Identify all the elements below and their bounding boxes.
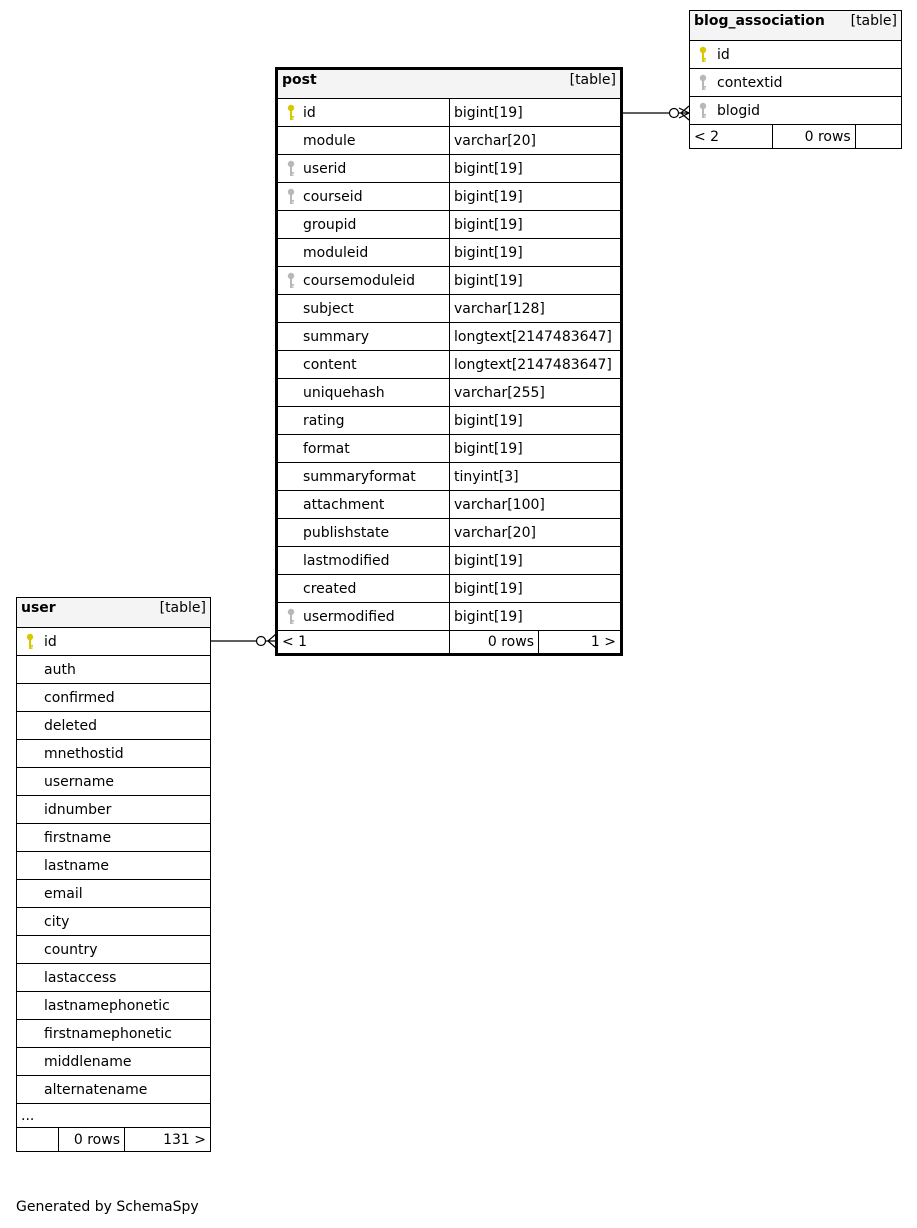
- column-type: longtext[2147483647]: [450, 323, 622, 351]
- column-row: [277, 491, 622, 519]
- column-name: lastmodified: [303, 552, 390, 569]
- column-name: content: [303, 356, 357, 373]
- foreign-key-icon: [694, 74, 712, 92]
- column-type: bigint[19]: [450, 575, 622, 603]
- column-row: [17, 656, 211, 684]
- column-row: [17, 824, 211, 852]
- column-type: bigint[19]: [450, 239, 622, 267]
- column-row: [17, 740, 211, 768]
- column-name: created: [303, 580, 357, 597]
- column-name: country: [44, 941, 98, 958]
- column-row: [277, 295, 622, 323]
- post-table: [275, 67, 623, 656]
- column-row: [17, 796, 211, 824]
- table-name: user: [21, 600, 56, 616]
- column-cell[interactable]: [17, 992, 211, 1020]
- column-name: uniquehash: [303, 384, 385, 401]
- column-type: tinyint[3]: [450, 463, 622, 491]
- column-name: moduleid: [303, 244, 369, 261]
- column-cell[interactable]: [277, 295, 450, 323]
- column-name: coursemoduleid: [303, 272, 416, 289]
- column-cell[interactable]: [277, 99, 450, 127]
- primary-key-icon: [21, 633, 39, 651]
- column-cell[interactable]: [17, 684, 211, 712]
- table-name: blog_association: [694, 13, 825, 29]
- primary-key-icon: [282, 104, 300, 122]
- column-type: bigint[19]: [450, 183, 622, 211]
- table-name: post: [282, 72, 317, 88]
- column-cell[interactable]: [277, 491, 450, 519]
- column-cell[interactable]: [17, 1076, 211, 1104]
- foreign-key-icon: [282, 608, 300, 626]
- column-name: courseid: [303, 188, 363, 205]
- column-cell[interactable]: [277, 127, 450, 155]
- column-name: lastnamephonetic: [44, 997, 170, 1014]
- column-row: [690, 97, 902, 125]
- column-name: groupid: [303, 216, 357, 233]
- column-row: [17, 908, 211, 936]
- foreign-key-icon: [282, 188, 300, 206]
- column-row: [17, 712, 211, 740]
- column-name: confirmed: [44, 689, 115, 706]
- column-cell[interactable]: [17, 628, 211, 656]
- blog-association-header[interactable]: [690, 11, 902, 41]
- column-row: [17, 684, 211, 712]
- column-name: publishstate: [303, 524, 390, 541]
- column-type: bigint[19]: [450, 155, 622, 183]
- column-name: lastaccess: [44, 969, 117, 986]
- column-type: bigint[19]: [450, 435, 622, 463]
- column-type: longtext[2147483647]: [450, 351, 622, 379]
- column-row: [17, 1076, 211, 1104]
- column-row: [277, 379, 622, 407]
- children-link: [855, 125, 901, 149]
- column-type: varchar[128]: [450, 295, 622, 323]
- column-cell[interactable]: [277, 435, 450, 463]
- column-type: bigint[19]: [450, 407, 622, 435]
- column-row: [277, 183, 622, 211]
- row-count: 0 rows: [450, 631, 539, 655]
- primary-key-icon: [694, 46, 712, 64]
- column-name: summaryformat: [303, 468, 416, 485]
- foreign-key-icon: [694, 102, 712, 120]
- generated-by-footer: Generated by SchemaSpy: [16, 1199, 199, 1215]
- column-type: varchar[20]: [450, 127, 622, 155]
- column-name: auth: [44, 661, 76, 678]
- column-cell[interactable]: [277, 351, 450, 379]
- column-row: [17, 1020, 211, 1048]
- column-cell[interactable]: [277, 267, 450, 295]
- row-count: 0 rows: [59, 1128, 125, 1152]
- column-row: [277, 155, 622, 183]
- column-cell[interactable]: [277, 547, 450, 575]
- column-name: id: [44, 633, 57, 650]
- column-name: userid: [303, 160, 347, 177]
- column-row: [17, 992, 211, 1020]
- column-name: attachment: [303, 496, 385, 513]
- column-name: blogid: [717, 102, 761, 119]
- column-cell[interactable]: [17, 824, 211, 852]
- column-cell[interactable]: [277, 603, 450, 631]
- column-row: [690, 41, 902, 69]
- column-type: varchar[255]: [450, 379, 622, 407]
- table-tag: [table]: [850, 13, 897, 29]
- column-name: alternatename: [44, 1081, 148, 1098]
- column-cell[interactable]: [17, 1048, 211, 1076]
- row-count: 0 rows: [772, 125, 855, 149]
- column-name: deleted: [44, 717, 97, 734]
- column-row: [277, 463, 622, 491]
- column-name: idnumber: [44, 801, 112, 818]
- foreign-key-icon: [282, 160, 300, 178]
- foreign-key-icon: [282, 272, 300, 290]
- user-table: [16, 597, 211, 1152]
- column-cell[interactable]: [17, 908, 211, 936]
- column-name: username: [44, 773, 114, 790]
- parents-link[interactable]: < 1: [277, 631, 450, 655]
- column-name: summary: [303, 328, 370, 345]
- column-name: subject: [303, 300, 354, 317]
- column-row: [17, 768, 211, 796]
- column-row: [277, 519, 622, 547]
- column-name: rating: [303, 412, 345, 429]
- parents-link[interactable]: < 2: [690, 125, 773, 149]
- column-cell[interactable]: [277, 211, 450, 239]
- column-name: module: [303, 132, 356, 149]
- column-cell[interactable]: [17, 936, 211, 964]
- column-name: city: [44, 913, 70, 930]
- column-cell[interactable]: [17, 796, 211, 824]
- column-row: [277, 239, 622, 267]
- column-row: [277, 323, 622, 351]
- column-row: [17, 964, 211, 992]
- column-row: [277, 267, 622, 295]
- column-name: firstnamephonetic: [44, 1025, 172, 1042]
- column-cell[interactable]: [277, 155, 450, 183]
- column-cell[interactable]: [277, 379, 450, 407]
- column-row: [277, 351, 622, 379]
- column-row: [17, 936, 211, 964]
- more-columns-ellipsis: ...: [17, 1104, 211, 1128]
- column-type: varchar[20]: [450, 519, 622, 547]
- parents-link: [17, 1128, 59, 1152]
- column-row: [690, 69, 902, 97]
- edge-user-to-post: [211, 634, 276, 648]
- column-cell[interactable]: [277, 183, 450, 211]
- column-cell[interactable]: [277, 323, 450, 351]
- column-cell[interactable]: [277, 519, 450, 547]
- column-cell[interactable]: [277, 575, 450, 603]
- column-cell[interactable]: [17, 656, 211, 684]
- column-type: bigint[19]: [450, 547, 622, 575]
- column-cell[interactable]: [277, 239, 450, 267]
- column-name: contextid: [717, 74, 783, 91]
- children-link[interactable]: 131 >: [125, 1128, 211, 1152]
- column-name: lastname: [44, 857, 109, 874]
- column-name: usermodified: [303, 608, 395, 625]
- edge-post-to-blog-association: [623, 106, 689, 120]
- column-row: [17, 852, 211, 880]
- post-header[interactable]: [277, 69, 622, 99]
- column-cell[interactable]: [690, 69, 902, 97]
- column-row: [17, 628, 211, 656]
- column-type: bigint[19]: [450, 603, 622, 631]
- column-cell[interactable]: [17, 964, 211, 992]
- column-cell[interactable]: [17, 768, 211, 796]
- column-cell[interactable]: [277, 463, 450, 491]
- column-cell[interactable]: [17, 740, 211, 768]
- column-row: [277, 547, 622, 575]
- table-tag: [table]: [569, 72, 616, 88]
- column-cell[interactable]: [690, 97, 902, 125]
- column-cell[interactable]: [277, 407, 450, 435]
- column-row: [277, 99, 622, 127]
- column-name: id: [303, 104, 316, 121]
- column-name: mnethostid: [44, 745, 124, 762]
- table-tag: [table]: [159, 600, 206, 616]
- column-row: [17, 880, 211, 908]
- column-type: bigint[19]: [450, 267, 622, 295]
- column-cell[interactable]: [690, 41, 902, 69]
- column-name: email: [44, 885, 83, 902]
- user-header[interactable]: [17, 598, 211, 628]
- column-name: firstname: [44, 829, 112, 846]
- column-cell[interactable]: [17, 880, 211, 908]
- column-cell[interactable]: [17, 852, 211, 880]
- column-row: [277, 603, 622, 631]
- column-type: bigint[19]: [450, 211, 622, 239]
- blog-association-table: [689, 10, 902, 149]
- column-name: middlename: [44, 1053, 132, 1070]
- column-name: id: [717, 46, 730, 63]
- column-row: [277, 127, 622, 155]
- column-type: bigint[19]: [450, 99, 622, 127]
- column-row: [277, 575, 622, 603]
- column-cell[interactable]: [17, 712, 211, 740]
- column-row: [17, 1048, 211, 1076]
- column-name: format: [303, 440, 350, 457]
- column-row: [277, 211, 622, 239]
- column-row: [277, 407, 622, 435]
- column-cell[interactable]: [17, 1020, 211, 1048]
- column-type: varchar[100]: [450, 491, 622, 519]
- children-link[interactable]: 1 >: [539, 631, 622, 655]
- column-row: [277, 435, 622, 463]
